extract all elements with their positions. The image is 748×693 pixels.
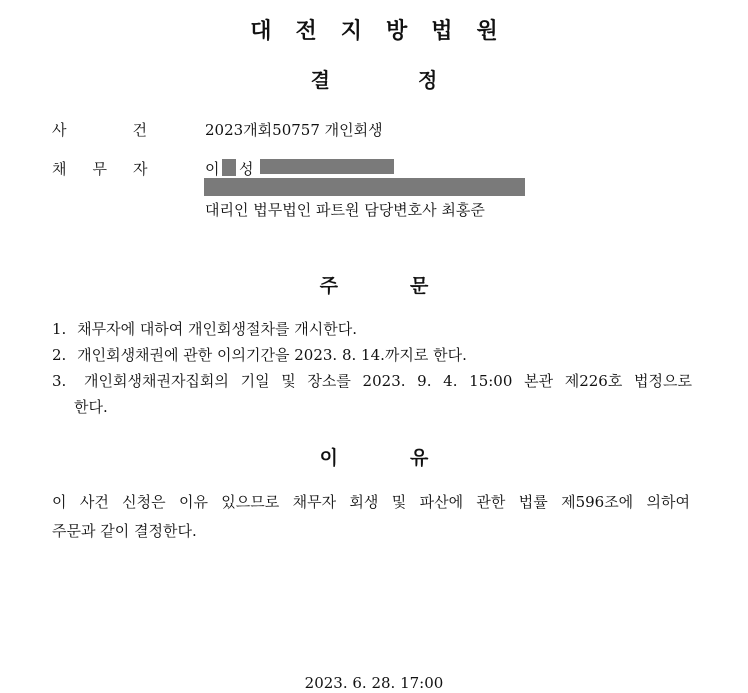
- order-item-3: [52, 370, 692, 391]
- case-label: 사건: [52, 121, 213, 139]
- case-number: 2023개회50757 개인회생: [205, 121, 383, 139]
- order-item-3-continuation: 한다.: [74, 398, 108, 416]
- debtor-label: 채무자: [52, 160, 174, 178]
- debtor-agent: 대리인 법무법인 파트원 담당변호사 최홍준: [205, 201, 485, 219]
- order-title: 주문: [319, 275, 501, 297]
- order-item-text: 개인회생채권에 관한 이의기간을 2023. 8. 14.까지로 한다.: [77, 346, 467, 364]
- order-item-1: [52, 318, 357, 339]
- reason-text-line-2: 주문과 같이 결정한다.: [52, 522, 197, 540]
- redaction-name: [222, 159, 236, 176]
- order-item-number: 3.: [52, 372, 67, 390]
- document-type-title: 결정: [310, 68, 526, 92]
- decision-date: 2023. 6. 28. 17:00: [304, 674, 444, 692]
- debtor-name-first: 이: [205, 160, 220, 178]
- order-item-2: [52, 344, 467, 365]
- debtor-name-last: 성: [239, 160, 254, 178]
- reason-text-line-1: 이 사건 신청은 이유 있으므로 채무자 회생 및 파산에 관한 법률 제596조에 의하여: [52, 493, 690, 511]
- redaction-address: [204, 178, 525, 196]
- order-item-number: 2.: [52, 346, 67, 364]
- order-item-text: 개인회생채권자집회의 기일 및 장소를 2023. 9. 4. 15:00 본관 제226호 법정으로: [84, 372, 692, 390]
- court-name: 대전지방법원: [250, 19, 522, 44]
- order-item-text: 채무자에 대하여 개인회생절차를 개시한다.: [77, 320, 357, 338]
- redaction-id: [260, 159, 394, 174]
- reason-title: 이유: [319, 447, 501, 469]
- order-item-number: 1.: [52, 320, 67, 338]
